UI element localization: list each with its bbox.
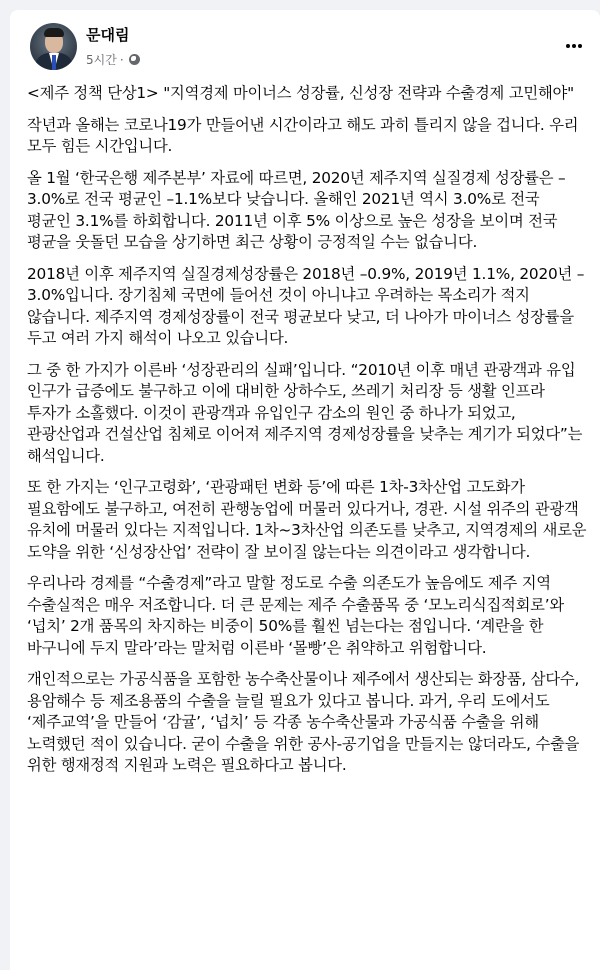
post-paragraph: 작년과 올해는 코로나19가 만들어낸 시간이라고 해도 과히 틀리지 않을 겁니다. 우리 모두 힘든 시간입니다. bbox=[27, 115, 579, 155]
more-options-button[interactable] bbox=[566, 44, 582, 48]
post-card bbox=[10, 10, 600, 970]
post-paragraph: 우리나라 경제를 “수출경제”라고 말할 정도로 수출 의존도가 높음에도 제주 지역 수출실적은 매우 저조합니다. 더 큰 문제는 제주 수출품목 중 ‘모노리식집적회로’와 ‘넙치’ 2개 품목의 차지하는 비중이 50%를 훨씬 넘는다는 점입니다. ‘계란을 한 바구니에 두지 말라’라는 말처럼 이른바 ‘몰빵’은 취약하고 위험합니다. bbox=[27, 574, 564, 657]
avatar-hair bbox=[44, 28, 64, 37]
post-meta bbox=[86, 51, 140, 68]
more-horizontal-icon bbox=[572, 44, 576, 48]
more-horizontal-icon bbox=[566, 44, 570, 48]
post-header bbox=[10, 10, 600, 80]
more-horizontal-icon bbox=[578, 44, 582, 48]
post-timestamp[interactable]: 5시간 bbox=[86, 53, 117, 67]
post-body bbox=[27, 83, 587, 787]
post-paragraph: 올 1월 ‘한국은행 제주본부’ 자료에 따르면, 2020년 제주지역 실질경제 성장률은 –3.0%로 전국 평균인 –1.1%보다 낮습니다. 올해인 2021년 역시 3.0%로 전국 평균인 3.1%를 하회합니다. 2011년 이후 5% 이상으로 높은 성장을 보이며 전국 평균을 웃돌던 모습을 상기하면 최근 상황이 긍정적일 수는 없습니다. bbox=[27, 168, 566, 251]
author-avatar[interactable] bbox=[30, 23, 77, 70]
post-paragraph: 개인적으로는 가공식품을 포함한 농수축산물이나 제주에서 생산되는 화장품, 삼다수, 용암해수 등 제조용품의 수출을 늘릴 필요가 있다고 봅니다. 과거, 우리 도에서도 ‘제주교역’을 만들어 ‘감귤’, ‘넙치’ 등 각종 농수축산물과 가공식품 수출을 위해 노력했던 적이 있습니다. 굳이 수출을 위한 공사-공기업을 만들지는 않더라도, 수출을 위한 행재정적 지원과 노력은 필요하다고 봅니다. bbox=[27, 670, 580, 774]
avatar-tie bbox=[52, 55, 56, 70]
author-name[interactable]: 문대림 bbox=[86, 26, 130, 44]
globe-icon[interactable] bbox=[129, 54, 140, 65]
post-paragraph: 그 중 한 가지가 이른바 ‘성장관리의 실패’입니다. “2010년 이후 매년 관광객과 유입 인구가 급증에도 불구하고 이에 대비한 상하수도, 쓰레기 처리장 등 생활 인프라 투자가 소홀했다. 이것이 관광객과 유입인구 감소의 원인 중 하나가 되었고, 관광산업과 건설산업 침체로 이어져 제주지역 경제성장률을 낮추는 계기가 되었다”는 해석입니다. bbox=[27, 360, 583, 465]
post-title-paragraph: <제주 정책 단상1> "지역경제 마이너스 성장률, 신성장 전략과 수출경제 고민해야" bbox=[27, 84, 574, 102]
post-paragraph: 2018년 이후 제주지역 실질경제성장률은 2018년 –0.9%, 2019년 1.1%, 2020년 –3.0%입니다. 장기침체 국면에 들어선 것이 아니냐고 우려하는 목소리가 적지 않습니다. 제주지역 경제성장률이 전국 평균보다 낮고, 더 나아가 마이너스 성장률을 두고 여러 가지 해석이 나오고 있습니다. bbox=[27, 264, 585, 347]
post-paragraph: 또 한 가지는 ‘인구고령화’, ‘관광패턴 변화 등’에 따른 1차-3차산업 고도화가 필요함에도 불구하고, 여전히 관행농업에 머물러 있다거나, 경관. 시설 위주의 관광객 유치에 머물러 있다는 지적입니다. 1차~3차산업 의존도를 낮추고, 지역경제의 새로운 도약을 위한 ‘신성장산업’ 전략이 잘 보이질 않는다는 의견이라고 생각합니다. bbox=[27, 478, 587, 561]
meta-separator: · bbox=[119, 52, 124, 67]
